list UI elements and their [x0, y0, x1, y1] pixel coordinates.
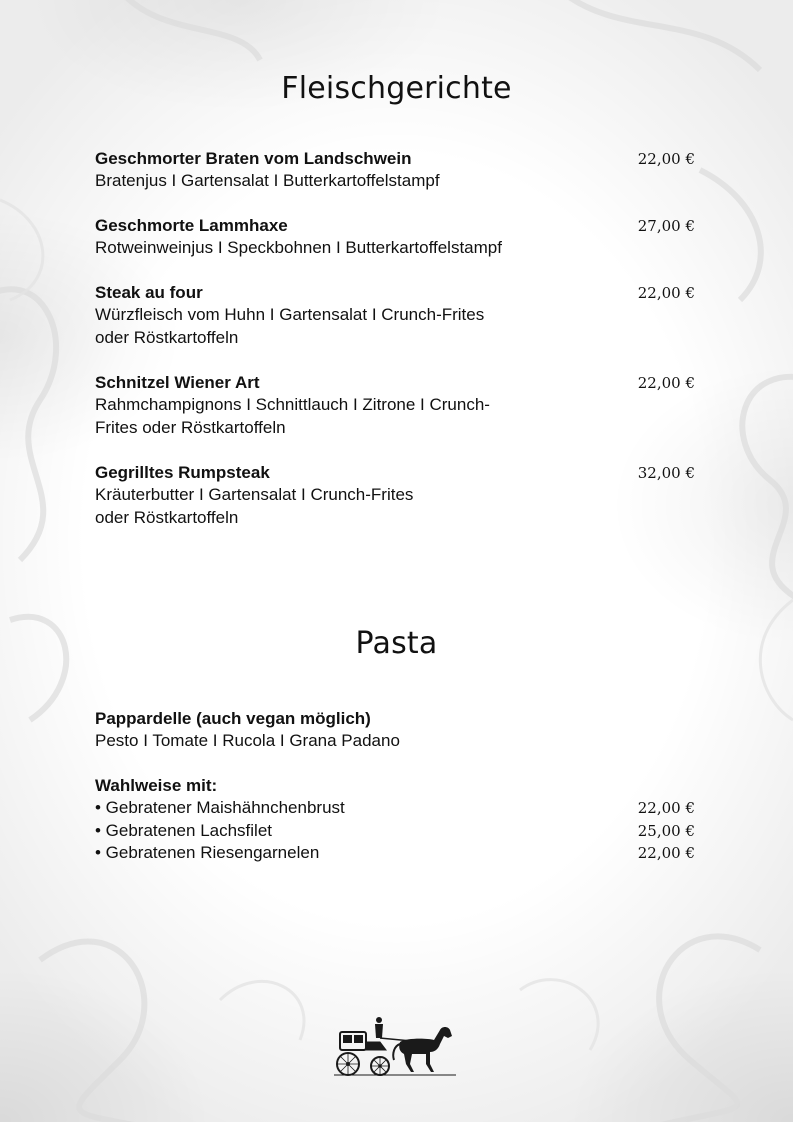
menu-item: [95, 148, 695, 193]
horse-carriage-icon: [330, 1012, 460, 1078]
dish-price: 22,00 €: [637, 284, 695, 302]
option-label: • Gebratenen Riesengarnelen: [95, 843, 320, 862]
dish-description: Rotweinweinjus I Speckbohnen I Butterkartoffelstampf: [95, 238, 502, 257]
option-row: [95, 820, 695, 843]
dish-price: 22,00 €: [637, 150, 695, 168]
menu-item: [95, 282, 695, 349]
dish-name: Pappardelle (auch vegan möglich): [95, 709, 371, 728]
menu-item: [95, 215, 695, 260]
menu-item: [95, 372, 695, 439]
dish-price: 32,00 €: [637, 464, 695, 482]
option-row: [95, 797, 695, 820]
dish-price: 22,00 €: [637, 374, 695, 392]
dish-description: Rahmchampignons I Schnittlauch I Zitrone I Crunch-Frites oder Röstkartoffeln: [95, 395, 490, 437]
dish-name: Schnitzel Wiener Art: [95, 373, 260, 392]
option-price: 25,00 €: [637, 822, 695, 840]
option-label: • Gebratenen Lachsfilet: [95, 821, 273, 840]
dish-description: Pesto I Tomate I Rucola I Grana Padano: [95, 731, 400, 750]
menu-item: [95, 708, 695, 753]
options-title: Wahlweise mit:: [95, 776, 218, 795]
dish-name: Geschmorte Lammhaxe: [95, 216, 288, 235]
dish-description: Kräuterbutter I Gartensalat I Crunch-Frites oder Röstkartoffeln: [95, 485, 414, 527]
option-label: • Gebratener Maishähnchenbrust: [95, 798, 345, 817]
section-title-pasta: Pasta: [355, 626, 438, 661]
option-price: 22,00 €: [637, 844, 695, 862]
option-row: [95, 842, 695, 865]
options-heading: [95, 775, 695, 797]
dish-name: Steak au four: [95, 283, 203, 302]
dish-name: Geschmorter Braten vom Landschwein: [95, 149, 412, 168]
dish-price: 27,00 €: [637, 217, 695, 235]
option-price: 22,00 €: [637, 799, 695, 817]
dish-name: Gegrilltes Rumpsteak: [95, 463, 270, 482]
section-title-meat: Fleischgerichte: [281, 71, 512, 106]
dish-description: Bratenjus I Gartensalat I Butterkartoffelstampf: [95, 171, 440, 190]
menu-item: [95, 462, 695, 529]
dish-description: Würzfleisch vom Huhn I Gartensalat I Crunch-Frites oder Röstkartoffeln: [95, 305, 485, 347]
